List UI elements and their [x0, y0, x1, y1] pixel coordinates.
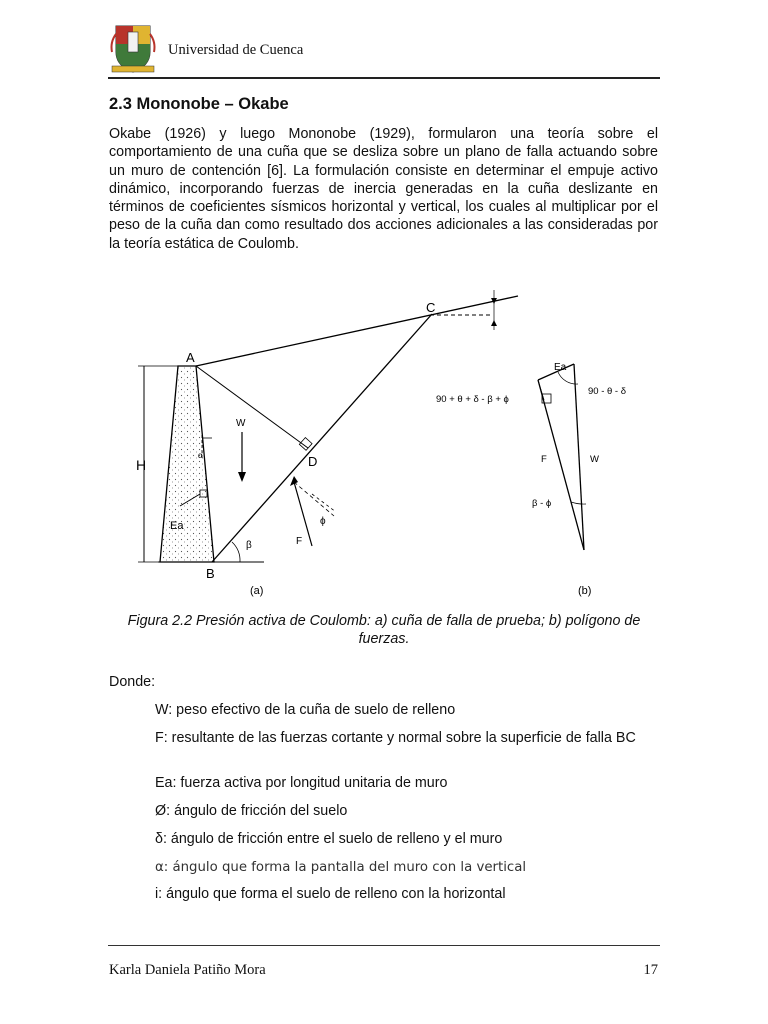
- label-beta: β: [246, 540, 252, 551]
- polygon-w-label: W: [590, 454, 599, 465]
- label-F: F: [296, 536, 303, 547]
- polygon-left-angle: 90 + θ + δ - β + ϕ: [436, 394, 509, 405]
- label-A: A: [186, 350, 195, 365]
- definition-item: Ø: ángulo de fricción del suelo: [155, 803, 348, 819]
- university-name: Universidad de Cuenca: [168, 42, 304, 58]
- footer-divider: [108, 945, 660, 946]
- definition-item: F: resultante de las fuerzas cortante y normal sobre la superficie de falla BC: [155, 730, 636, 746]
- label-C: C: [426, 300, 436, 315]
- polygon-f-side: [538, 380, 584, 550]
- label-D: D: [308, 454, 318, 469]
- page-header: [108, 22, 660, 78]
- polygon-w-side: [574, 364, 584, 550]
- definition-item: δ: ángulo de fricción entre el suelo de relleno y el muro: [155, 831, 503, 847]
- university-crest-icon: [108, 22, 158, 74]
- coulomb-figure: [108, 280, 660, 600]
- definition-item: i: ángulo que forma el suelo de relleno con la horizontal: [155, 886, 506, 902]
- label-H: H: [136, 457, 147, 473]
- panel-b-label: (b): [578, 585, 592, 597]
- polygon-ea-label: Ea: [554, 362, 567, 373]
- retaining-wall: [160, 366, 214, 562]
- header-divider: [108, 77, 660, 79]
- definition-item: Ea: fuerza activa por longitud unitaria de muro: [155, 775, 448, 791]
- label-Ea: Ea: [170, 520, 184, 532]
- label-phi: ϕ: [320, 516, 326, 527]
- footer-author: Karla Daniela Patiño Mora: [109, 962, 266, 978]
- page-number: 17: [643, 962, 658, 978]
- label-B: B: [206, 566, 215, 581]
- polygon-top-angle: 90 - θ - δ: [588, 386, 627, 397]
- polygon-f-label: F: [541, 454, 547, 465]
- definition-item: W: peso efectivo de la cuña de suelo de relleno: [155, 702, 456, 718]
- label-W: W: [236, 418, 246, 429]
- panel-a-label: (a): [250, 585, 264, 597]
- polygon-bottom-angle: β - ϕ: [532, 498, 552, 509]
- definition-item: α: ángulo que forma la pantalla del muro con la vertical: [155, 860, 527, 875]
- definitions-intro: Donde:: [109, 674, 156, 690]
- section-title: 2.3 Mononobe – Okabe: [109, 95, 289, 113]
- backfill-surface: [196, 296, 518, 366]
- intro-paragraph: Okabe (1926) y luego Mononobe (1929), formularon una teoría sobre el comportamiento de una cuña que se desliza sobre un plano de falla actuando sobre un muro de contención [6]. La formulación consiste en determinar el empuje activo dinámico, incorporando fuerzas de inercia generadas en la cuña deslizante en términos de coeficientes sísmicos horizontal y vertical, los cuales al multiplicar por el peso de la cuña dan como resultado dos acciones adicionales a las consideradas por la teoría estática de Coulomb.: [109, 126, 658, 252]
- figure-caption: Figura 2.2 Presión activa de Coulomb: a) cuña de falla de prueba; b) polígono de fuerzas.: [127, 613, 641, 647]
- label-alpha: α: [198, 451, 203, 460]
